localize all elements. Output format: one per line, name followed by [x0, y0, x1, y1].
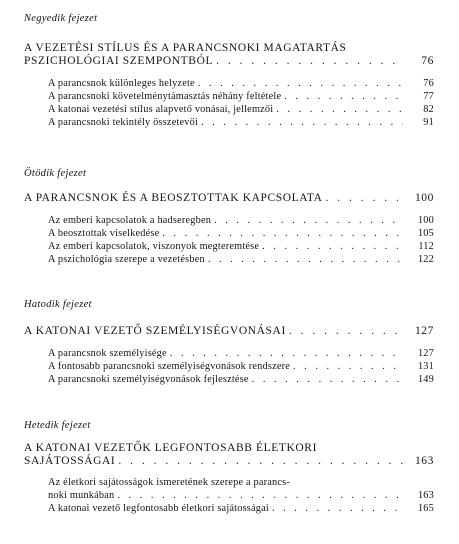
toc-entry[interactable]: [48, 502, 434, 515]
chapter-title: [24, 442, 434, 468]
page-number: 112: [418, 241, 434, 252]
page-number: 127: [417, 348, 434, 359]
page-number: 131: [417, 361, 434, 372]
chapter-title: [24, 42, 434, 68]
toc-entry[interactable]: [48, 476, 434, 502]
entry-title: A parancsnok személyisége: [48, 348, 167, 359]
chapter-label: Hetedik fejezet: [24, 420, 91, 431]
page-number: 105: [417, 228, 434, 239]
chapter-title-line: A VEZETÉSI STÍLUS ÉS A PARANCSNOKI MAGATARTÁS: [24, 42, 347, 54]
entry-title: Az emberi kapcsolatok a hadseregben: [48, 215, 212, 226]
chapter-title-line: PSZICHOLÓGIAI SZEMPONTBÓL: [24, 55, 214, 67]
toc-entry[interactable]: [48, 240, 434, 253]
toc-entry[interactable]: [48, 253, 434, 266]
leader-dots: [284, 90, 403, 103]
entry-title-line: noki munkában: [48, 490, 115, 501]
chapter-title-line: A KATONAI VEZETŐK LEGFONTOSABB ÉLETKORI: [24, 442, 318, 454]
chapter-title: [24, 325, 434, 338]
page-number: 76: [423, 78, 434, 89]
chapter-label: Ötödik fejezet: [24, 168, 87, 179]
page-number: 100: [417, 215, 434, 226]
chapter-title-row: [24, 455, 434, 468]
entry-title: A parancsnoki személyiségvonások fejlesztése: [48, 374, 249, 385]
page-number: 91: [423, 117, 434, 128]
page-number: 76: [421, 55, 434, 67]
leader-dots: [276, 103, 403, 116]
leader-dots: [293, 360, 403, 373]
section-list: [48, 77, 434, 129]
section-list: [48, 214, 434, 266]
entry-title: A beosztottak viselkedése: [48, 228, 160, 239]
entry-title: A parancsnoki tekintély összetevői: [48, 117, 199, 128]
toc-entry[interactable]: [48, 214, 434, 227]
leader-dots: [326, 192, 403, 205]
chapter-5: [24, 167, 434, 266]
page-number: 122: [417, 254, 434, 265]
chapter-title-line: A PARANCSNOK ÉS A BEOSZTOTTAK KAPCSOLATA: [24, 192, 323, 204]
toc-entry[interactable]: [48, 77, 434, 90]
leader-dots: [289, 325, 403, 338]
toc-entry[interactable]: [48, 360, 434, 373]
toc-entry[interactable]: [48, 373, 434, 386]
page-number: 163: [417, 490, 434, 501]
entry-title: A katonai vezetési stílus alapvető vonásai, jellemzői: [48, 104, 274, 115]
entry-title: Az emberi kapcsolatok, viszonyok megteremtése: [48, 241, 260, 252]
page-number: 82: [423, 104, 434, 115]
leader-dots: [262, 240, 403, 253]
chapter-title-row: [24, 192, 434, 205]
entry-title-row: [48, 489, 434, 502]
leader-dots: [252, 373, 403, 386]
page-number: 165: [417, 503, 434, 514]
page-number: 149: [417, 374, 434, 385]
leader-dots: [214, 214, 403, 227]
leader-dots: [170, 347, 403, 360]
toc-entry[interactable]: [48, 227, 434, 240]
leader-dots: [162, 227, 403, 240]
chapter-title-row: [24, 55, 434, 68]
page-number: 100: [414, 192, 434, 204]
entry-title: A parancsnoki követelménytámasztás néhány feltétele: [48, 91, 282, 102]
chapter-6: [24, 298, 434, 386]
toc-entry[interactable]: [48, 103, 434, 116]
toc-entry[interactable]: [48, 90, 434, 103]
leader-dots: [118, 455, 403, 468]
chapter-label: Hatodik fejezet: [24, 299, 92, 310]
entry-title: A katonai vezető legfontosabb életkori sajátosságai: [48, 503, 269, 514]
entry-title-line: Az életkori sajátosságok ismeretének szerepe a parancs-: [48, 477, 291, 488]
page-number: 127: [414, 325, 434, 337]
chapter-title-line: A KATONAI VEZETŐ SZEMÉLYISÉGVONÁSAI: [24, 325, 286, 337]
entry-title: A fontosabb parancsnoki személyiségvonások rendszere: [48, 361, 291, 372]
page-number: 77: [423, 91, 434, 102]
entry-title: A parancsnok különleges helyzete: [48, 78, 195, 89]
section-list: [48, 476, 434, 515]
toc-entry[interactable]: [48, 347, 434, 360]
chapter-label: Negyedik fejezet: [24, 13, 98, 24]
chapter-7: [24, 419, 434, 515]
toc-entry[interactable]: [48, 116, 434, 129]
leader-dots: [198, 77, 403, 90]
section-list: [48, 347, 434, 386]
leader-dots: [216, 55, 403, 68]
leader-dots: [208, 253, 403, 266]
leader-dots: [201, 116, 403, 129]
leader-dots: [117, 489, 403, 502]
chapter-4: [24, 12, 434, 129]
entry-title: A pszichológia szerepe a vezetésben: [48, 254, 205, 265]
chapter-title: [24, 192, 434, 205]
chapter-title-line: SAJÁTOSSÁGAI: [24, 455, 116, 467]
page-number: 163: [414, 455, 434, 467]
chapter-title-row: [24, 325, 434, 338]
leader-dots: [272, 502, 403, 515]
